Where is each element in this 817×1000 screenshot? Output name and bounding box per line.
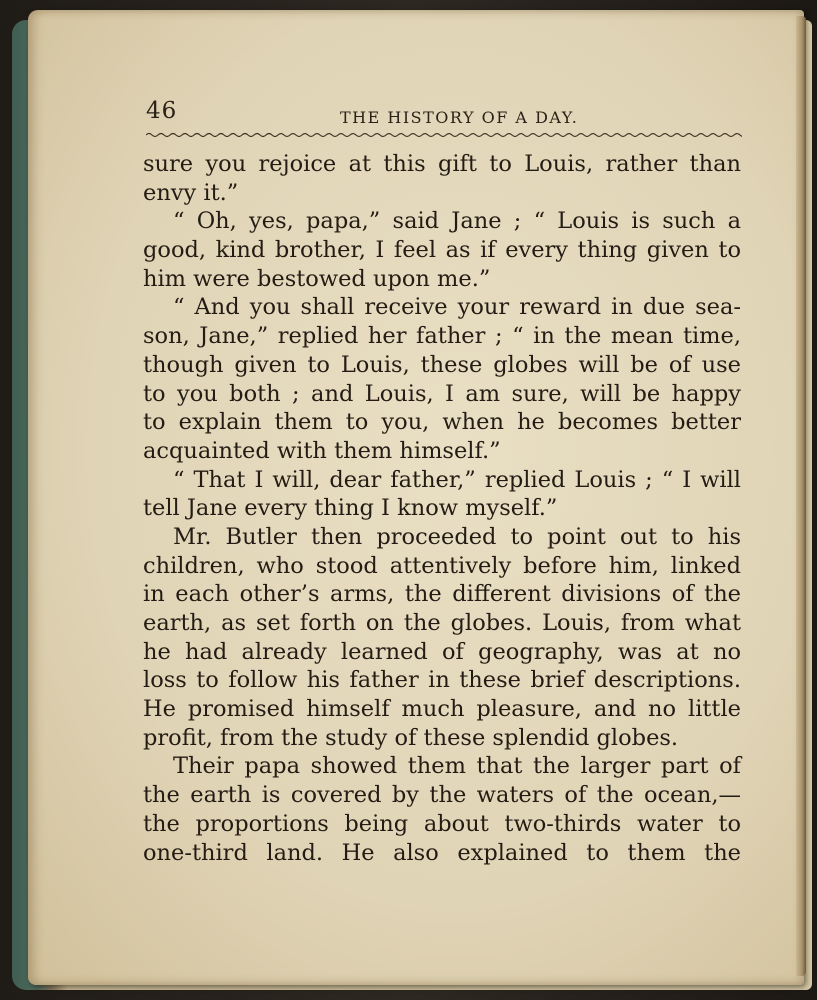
text-line: Their papa showed them that the larger part of [173, 753, 741, 780]
page-number: 46 [146, 98, 178, 124]
text-line: though given to Louis, these globes will be of use [143, 351, 741, 378]
text-line: acquainted with them himself.” [143, 437, 501, 464]
text-line: earth, as set forth on the globes. Louis, from what [143, 610, 741, 636]
text-line: tell Jane every thing I know myself.” [143, 495, 558, 522]
text-line: the proportions being about two-thirds water to [143, 810, 741, 837]
page-right-edge [796, 16, 806, 976]
text-line: “ And you shall receive your reward in due sea- [173, 294, 741, 321]
text-line: him were bestowed upon me.” [143, 265, 491, 292]
text-line: envy it.” [143, 179, 239, 206]
page-header [146, 98, 746, 134]
running-title: THE HISTORY OF A DAY. [340, 108, 579, 127]
text-line: “ Oh, yes, papa,” said Jane ; “ Louis is such a [173, 208, 741, 235]
text-line: sure you rejoice at this gift to Louis, rather than [143, 151, 741, 177]
body-text [143, 150, 741, 867]
text-line: good, kind brother, I feel as if every thing given to [143, 237, 741, 264]
wavy-header-rule [146, 130, 742, 140]
text-line: son, Jane,” replied her father ; “ in the mean time, [143, 323, 741, 350]
text-line: the earth is covered by the waters of the ocean,— [143, 782, 741, 809]
text-line: Mr. Butler then proceeded to point out to his [173, 523, 741, 550]
text-line: loss to follow his father in these brief descriptions. [143, 667, 741, 694]
text-line: to explain them to you, when he becomes better [143, 409, 741, 436]
text-line: he had already learned of geography, was at no [143, 638, 741, 665]
text-line: in each other’s arms, the different divisions of the [143, 581, 741, 608]
text-line: “ That I will, dear father,” replied Louis ; “ I will [173, 466, 741, 493]
text-line: to you both ; and Louis, I am sure, will be happy [143, 380, 741, 407]
text-line: He promised himself much pleasure, and no little [143, 696, 741, 723]
text-line: profit, from the study of these splendid globes. [143, 724, 679, 751]
text-line: one-third land. He also explained to them the [143, 839, 741, 866]
text-line: children, who stood attentively before him, linked [143, 552, 741, 579]
